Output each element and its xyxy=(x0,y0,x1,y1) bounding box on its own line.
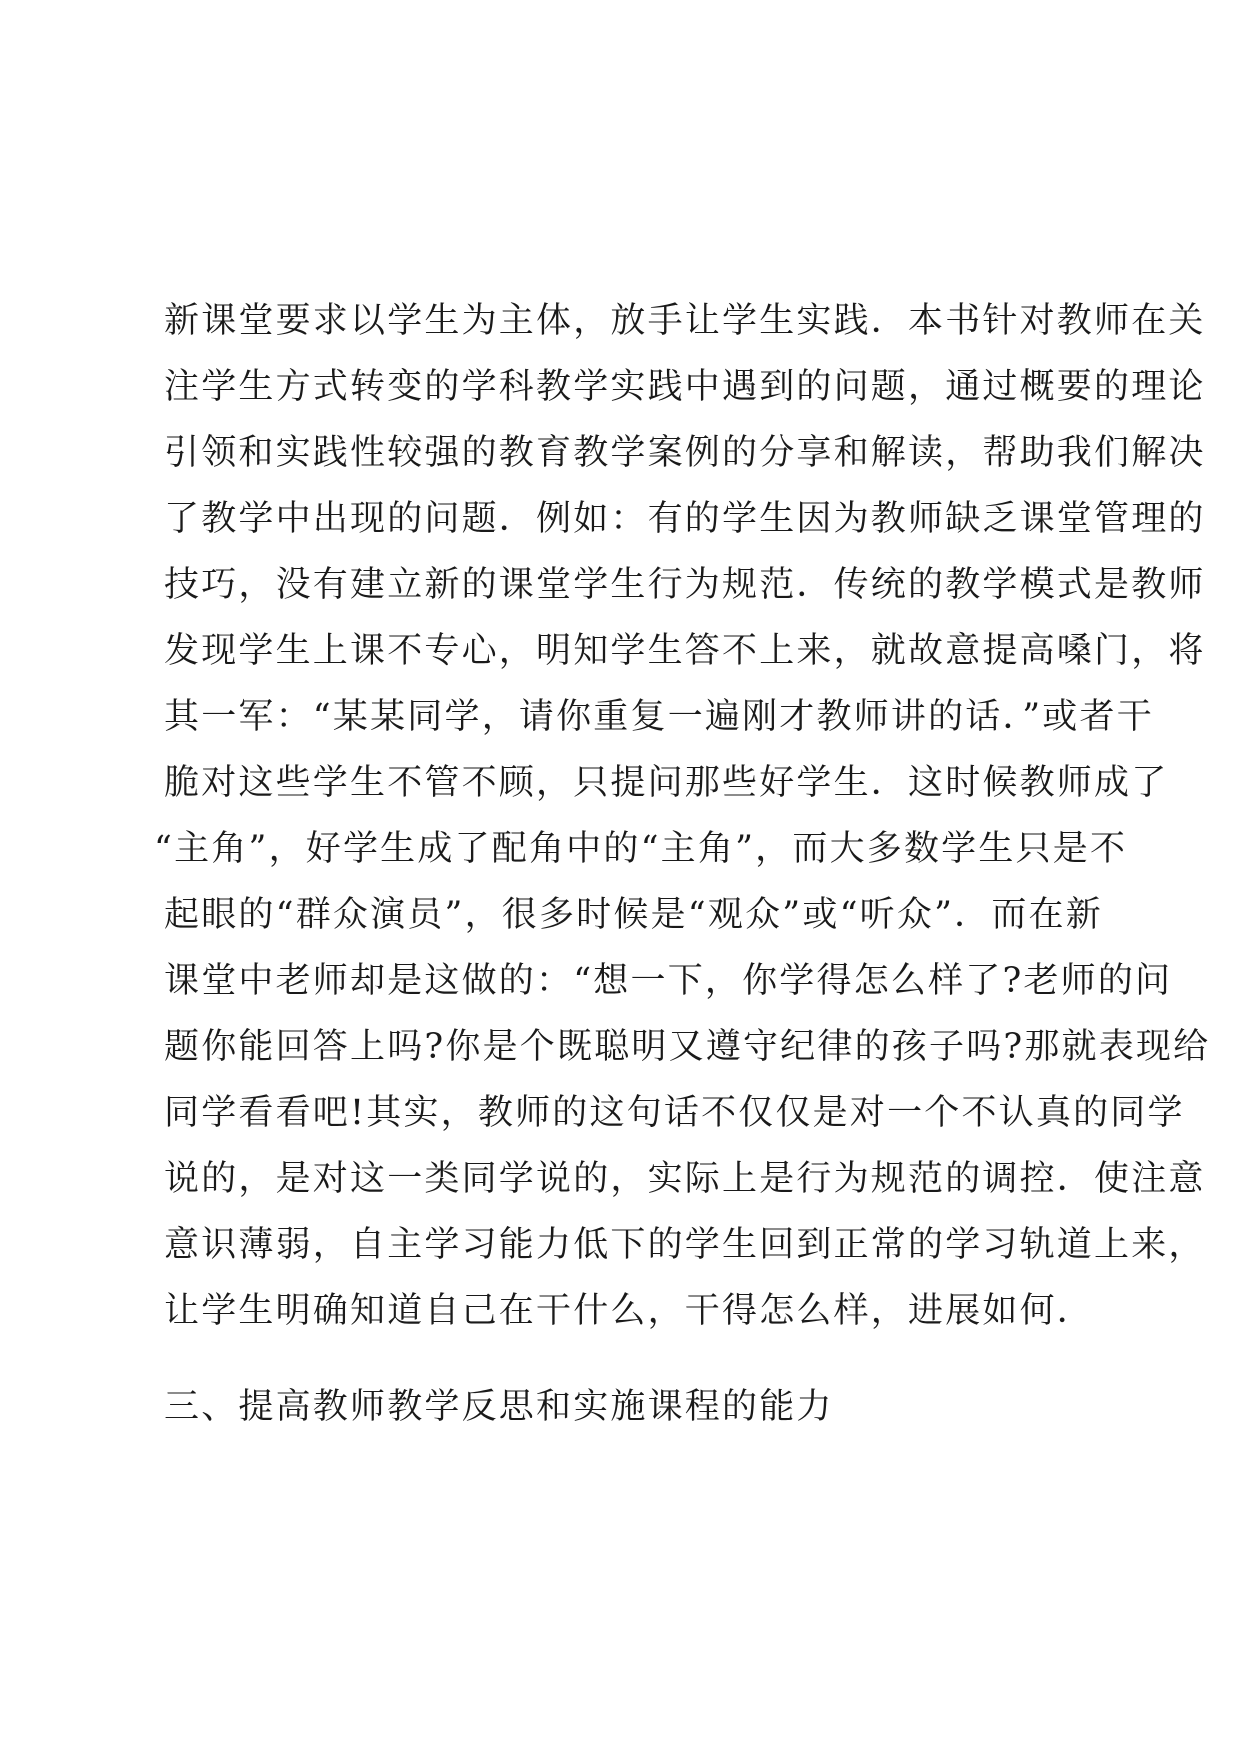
paragraph-line: 课堂中老师却是这做的：“想一下，你学得怎么样了?老师的问 xyxy=(164,961,1173,1001)
paragraph-line: 注学生方式转变的学科教学实践中遇到的问题，通过概要的理论 xyxy=(164,367,1206,407)
paragraph-line: 让学生明确知道自己在干什么，干得怎么样，进展如何． xyxy=(164,1291,1095,1331)
paragraph-line: 发现学生上课不专心，明知学生答不上来，就故意提高嗓门，将 xyxy=(164,631,1206,671)
paragraph-line: 意识薄弱，自主学习能力低下的学生回到正常的学习轨道上来， xyxy=(164,1225,1206,1265)
body-paragraph xyxy=(154,288,1211,1344)
paragraph-line: 其一军：“某某同学，请你重复一遍刚才教师讲的话．”或者干 xyxy=(164,697,1154,737)
section-heading: 三、提高教师教学反思和实施课程的能力 xyxy=(164,1387,834,1427)
paragraph-line: 引领和实践性较强的教育教学案例的分享和解读，帮助我们解决 xyxy=(164,433,1206,473)
paragraph-line: 同学看看吧!其实，教师的这句话不仅仅是对一个不认真的同学 xyxy=(164,1093,1185,1133)
paragraph-line: 起眼的“群众演员”，很多时候是“观众”或“听众”．而在新 xyxy=(164,895,1103,935)
paragraph-line: 题你能回答上吗?你是个既聪明又遵守纪律的孩子吗?那就表现给 xyxy=(164,1027,1211,1067)
paragraph-line: 脆对这些学生不管不顾，只提问那些好学生．这时候教师成了 xyxy=(164,763,1169,803)
paragraph-line: “主角”，好学生成了配角中的“主角”，而大多数学生只是不 xyxy=(154,829,1128,869)
paragraph-line: 了教学中出现的问题．例如：有的学生因为教师缺乏课堂管理的 xyxy=(164,499,1206,539)
paragraph-line: 说的，是对这一类同学说的，实际上是行为规范的调控．使注意 xyxy=(164,1159,1206,1199)
paragraph-line: 技巧，没有建立新的课堂学生行为规范．传统的教学模式是教师 xyxy=(164,565,1206,605)
paragraph-line: 新课堂要求以学生为主体，放手让学生实践．本书针对教师在关 xyxy=(164,301,1206,341)
